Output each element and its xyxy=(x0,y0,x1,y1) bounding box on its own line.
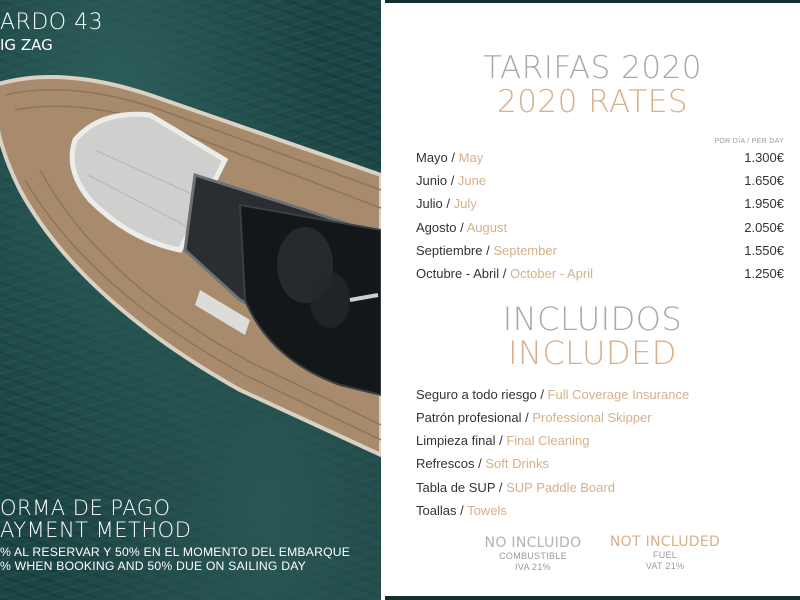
not-included-vat-es: IVA 21% xyxy=(515,562,551,572)
included-separator: / xyxy=(456,503,468,518)
included-item xyxy=(416,387,784,402)
rates-title-en: 2020 RATES xyxy=(496,84,689,120)
included-separator: / xyxy=(536,387,548,402)
rate-season-label xyxy=(416,266,593,281)
rate-row xyxy=(416,196,784,214)
payment-note-en: % WHEN BOOKING AND 50% DUE ON SAILING DAY xyxy=(0,559,306,573)
boat-model-subtitle: IG ZAG xyxy=(0,36,53,54)
rate-row xyxy=(416,220,784,238)
included-item-es: Tabla de SUP xyxy=(416,480,496,495)
rate-season-es: Julio xyxy=(416,196,443,211)
included-item-es: Refrescos xyxy=(416,456,475,471)
not-included-fuel-en: FUEL xyxy=(652,550,678,560)
included-item-es: Seguro a todo riesgo xyxy=(416,387,537,402)
rate-row xyxy=(416,266,784,284)
rate-season-en: October - April xyxy=(509,266,594,281)
included-item-es: Patrón profesional xyxy=(416,410,522,425)
included-item-es: Toallas xyxy=(416,503,457,518)
rate-price: 1.950€ xyxy=(744,196,784,211)
rate-row xyxy=(416,243,784,261)
not-included-vat-en: VAT 21% xyxy=(645,561,685,571)
rate-season-es: Septiembre xyxy=(416,243,483,258)
rate-season-es: Agosto xyxy=(416,220,457,235)
included-title-es: INCLUIDOS xyxy=(502,300,683,338)
rate-separator: / xyxy=(447,173,458,188)
rate-price: 1.650€ xyxy=(744,173,784,188)
included-item xyxy=(416,456,784,471)
included-item xyxy=(416,410,784,425)
rate-season-es: Octubre - Abril xyxy=(416,266,500,281)
not-included-title-es: NO INCLUIDO xyxy=(484,535,582,551)
rate-separator: / xyxy=(442,196,454,211)
rate-season-label xyxy=(416,150,483,165)
per-day-label: POR DÍA / PER DAY xyxy=(714,138,784,145)
included-item xyxy=(416,503,784,518)
included-separator: / xyxy=(521,410,533,425)
payment-heading-en: AYMENT METHOD xyxy=(0,518,192,542)
included-title-en: INCLUDED xyxy=(508,334,677,372)
rate-season-en: August xyxy=(466,220,508,235)
rate-price: 1.550€ xyxy=(744,243,784,258)
not-included-title-en: NOT INCLUDED xyxy=(609,534,721,550)
rate-separator: / xyxy=(499,266,510,281)
rate-season-label xyxy=(416,243,557,258)
included-item xyxy=(416,433,784,448)
boat-model-title: ARDO 43 xyxy=(0,10,104,35)
included-item-en: Towels xyxy=(467,503,507,518)
rate-separator: / xyxy=(456,220,467,235)
rate-season-label xyxy=(416,173,486,188)
included-item xyxy=(416,480,784,495)
included-item-en: Professional Skipper xyxy=(532,410,652,425)
rates-panel xyxy=(385,0,800,600)
included-item-en: SUP Paddle Board xyxy=(506,480,615,495)
rate-separator: / xyxy=(482,243,494,258)
rate-season-es: Mayo xyxy=(416,150,448,165)
rate-price: 2.050€ xyxy=(744,220,784,235)
rate-season-es: Junio xyxy=(416,173,448,188)
rate-separator: / xyxy=(447,150,459,165)
included-separator: / xyxy=(495,480,507,495)
not-included-en xyxy=(605,534,725,572)
payment-heading-es: ORMA DE PAGO xyxy=(0,496,171,520)
included-item-en: Soft Drinks xyxy=(485,456,549,471)
rate-season-en: June xyxy=(457,173,487,188)
included-item-en: Final Cleaning xyxy=(506,433,590,448)
payment-note-es: % AL RESERVAR Y 50% EN EL MOMENTO DEL EMBARQUE xyxy=(0,545,351,559)
not-included-fuel-es: COMBUSTIBLE xyxy=(499,551,567,561)
rate-season-en: September xyxy=(493,243,557,258)
included-separator: / xyxy=(495,433,507,448)
boat-photo-panel xyxy=(0,0,381,600)
rate-season-label xyxy=(416,196,477,211)
rate-season-label xyxy=(416,220,507,235)
included-item-es: Limpieza final xyxy=(416,433,496,448)
rates-title-es: TARIFAS 2020 xyxy=(482,50,703,86)
not-included-es xyxy=(473,535,593,573)
rate-row xyxy=(416,173,784,191)
rate-price: 1.250€ xyxy=(744,266,784,281)
rate-row xyxy=(416,150,784,168)
included-separator: / xyxy=(474,456,486,471)
rate-season-en: May xyxy=(458,150,484,165)
rate-season-en: July xyxy=(453,196,477,211)
included-item-en: Full Coverage Insurance xyxy=(547,387,690,402)
rate-price: 1.300€ xyxy=(744,150,784,165)
